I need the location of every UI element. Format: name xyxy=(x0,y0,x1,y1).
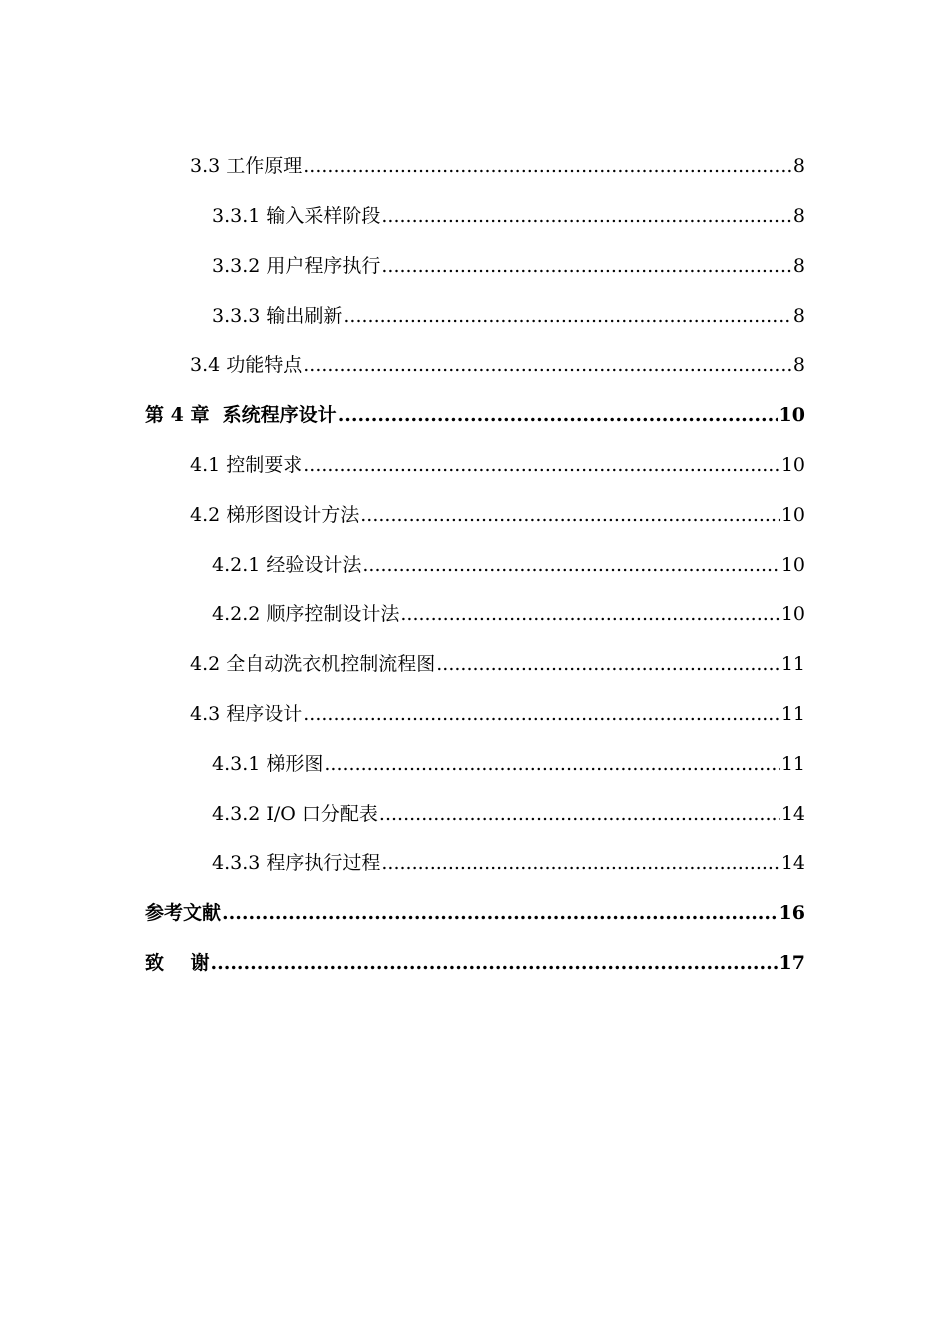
toc-leader-dots xyxy=(381,851,779,875)
toc-entry-page: 8 xyxy=(792,255,805,277)
toc-entry-title: 4.2.1 经验设计法 xyxy=(212,554,362,576)
toc-leader-dots xyxy=(338,403,778,427)
toc-leader-dots xyxy=(379,802,780,826)
toc-entry-page: 14 xyxy=(780,803,805,825)
toc-entry-4-1[interactable] xyxy=(190,447,805,477)
toc-leader-dots xyxy=(343,304,792,328)
toc-entry-title: 第 4 章 系统程序设计 xyxy=(145,404,337,426)
toc-entry-title: 3.3 工作原理 xyxy=(190,155,303,177)
toc-entry-acknowledgements[interactable] xyxy=(145,945,805,975)
toc-entry-title: 4.2.2 顺序控制设计法 xyxy=(212,603,400,625)
toc-entry-title: 致 谢 xyxy=(145,952,210,974)
toc-entry-title: 参考文献 xyxy=(145,902,222,924)
toc-leader-dots xyxy=(362,553,779,577)
toc-leader-dots xyxy=(381,254,792,278)
toc-leader-dots xyxy=(210,951,777,975)
toc-entry-4-2-2[interactable] xyxy=(212,596,805,626)
toc-entry-title: 4.3 程序设计 xyxy=(190,703,303,725)
toc-entry-4-3[interactable] xyxy=(190,696,805,726)
toc-entry-page: 10 xyxy=(778,404,805,426)
toc-entry-4-3-3[interactable] xyxy=(212,845,805,875)
toc-entry-references[interactable] xyxy=(145,895,805,925)
toc-entry-title: 3.3.1 输入采样阶段 xyxy=(212,205,381,227)
toc-entry-page: 10 xyxy=(780,603,805,625)
toc-entry-3-3-2[interactable] xyxy=(212,248,805,278)
toc-entry-4-2[interactable] xyxy=(190,497,805,527)
toc-entry-4-3-2[interactable] xyxy=(212,796,805,826)
toc-entry-title: 3.3.2 用户程序执行 xyxy=(212,255,381,277)
toc-entry-title: 4.3.1 梯形图 xyxy=(212,753,324,775)
toc-entry-chapter-4[interactable] xyxy=(145,397,805,427)
toc-entry-page: 11 xyxy=(780,653,805,675)
toc-entry-page: 10 xyxy=(780,454,805,476)
toc-entry-page: 10 xyxy=(780,554,805,576)
toc-entry-3-3-1[interactable] xyxy=(212,198,805,228)
toc-leader-dots xyxy=(303,702,780,726)
toc-entry-title: 3.4 功能特点 xyxy=(190,354,303,376)
toc-leader-dots xyxy=(303,453,780,477)
toc-leader-dots xyxy=(324,752,779,776)
toc-entry-page: 8 xyxy=(792,155,805,177)
toc-leader-dots xyxy=(222,901,778,925)
toc-leader-dots xyxy=(303,154,792,178)
toc-entry-title: 4.3.2 I/O 口分配表 xyxy=(212,803,378,825)
toc-entry-page: 16 xyxy=(778,902,805,924)
toc-entry-title: 4.2 全自动洗衣机控制流程图 xyxy=(190,653,436,675)
toc-entry-page: 11 xyxy=(780,753,805,775)
toc-entry-page: 17 xyxy=(778,952,805,974)
toc-entry-title: 3.3.3 输出刷新 xyxy=(212,305,343,327)
toc-entry-3-4[interactable] xyxy=(190,347,805,377)
toc-leader-dots xyxy=(360,503,780,527)
toc-entry-title: 4.2 梯形图设计方法 xyxy=(190,504,360,526)
toc-entry-title: 4.1 控制要求 xyxy=(190,454,303,476)
toc-entry-4-3-1[interactable] xyxy=(212,746,805,776)
toc-entry-page: 14 xyxy=(780,852,805,874)
toc-entry-page: 8 xyxy=(792,354,805,376)
toc-entry-page: 11 xyxy=(780,703,805,725)
toc-entry-4-2-flowchart[interactable] xyxy=(190,646,805,676)
toc-entry-page: 8 xyxy=(792,205,805,227)
toc-leader-dots xyxy=(436,652,780,676)
toc-entry-title: 4.3.3 程序执行过程 xyxy=(212,852,381,874)
toc-entry-3-3-3[interactable] xyxy=(212,298,805,328)
toc-leader-dots xyxy=(381,204,792,228)
toc-leader-dots xyxy=(303,353,792,377)
toc-leader-dots xyxy=(400,602,779,626)
toc-entry-3-3[interactable] xyxy=(190,148,805,178)
toc-entry-page: 10 xyxy=(780,504,805,526)
toc-entry-4-2-1[interactable] xyxy=(212,547,805,577)
toc-entry-page: 8 xyxy=(792,305,805,327)
